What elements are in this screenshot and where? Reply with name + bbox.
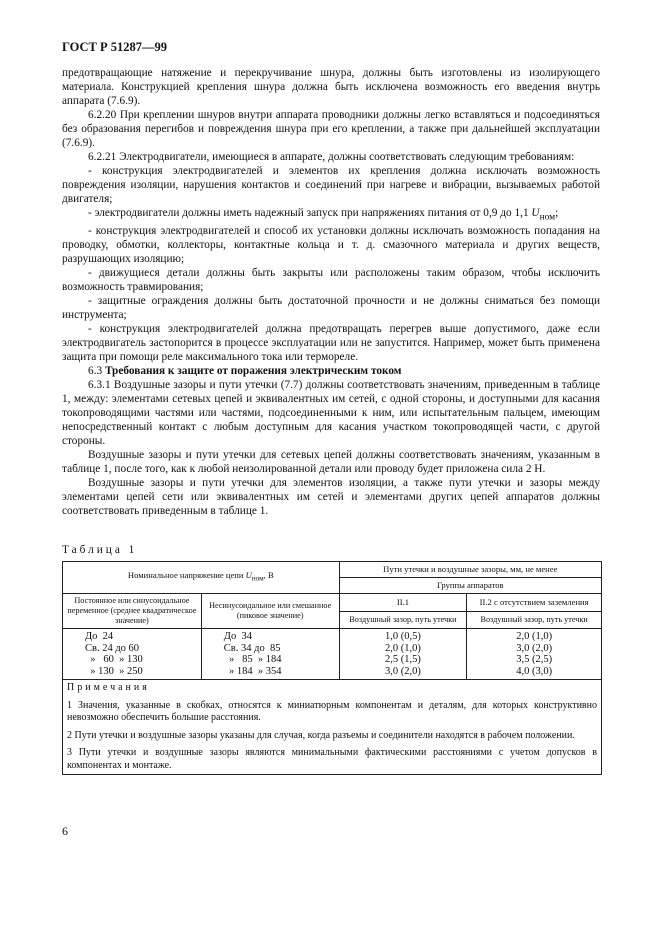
header-sub-2: Воздушный зазор, путь утечки (467, 612, 602, 629)
paragraph: 6.2.21 Электродвигатели, имеющиеся в аппарате, должны соответствовать следующим требованиям: (88, 151, 575, 163)
paragraph-text: - электродвигатели должны иметь надежный запуск при напряжениях питания от 0,9 до 1,1 (88, 207, 532, 219)
col-sinusoidal-values: До 24 Св. 24 до 60 » 60 » 130 » 130 » 250 (63, 629, 202, 680)
table-data-row (63, 629, 602, 680)
col-nonsinusoidal-values: До 34 Св. 34 до 85 » 85 » 184 » 184 » 354 (201, 629, 339, 680)
table-notes-row (63, 680, 602, 775)
col-group1-values: 1,0 (0,5) 2,0 (1,0) 2,5 (1,5) 3,0 (2,0) (339, 629, 467, 680)
notes-heading: Примечания (67, 682, 150, 693)
header-col-nonsinusoidal: Несинусоидальное или смешанное (пиковое значение) (201, 594, 339, 629)
voltage-subscript: ном (539, 212, 556, 223)
section-title: Требования к защите от поражения электрическим током (104, 365, 402, 378)
note: 1 Значения, указанные в скобках, относятся к миниатюрным компонентам и деталям, для которых конструктивно невозможно обеспечить большие расстояния. (67, 699, 597, 723)
header-groups: Группы аппаратов (339, 578, 601, 594)
note: 2 Пути утечки и воздушные зазоры указаны для случая, когда разъемы и соединители находятся в рабочем положении. (67, 729, 575, 741)
note: 3 Пути утечки и воздушные зазоры являются минимальными фактическими расстояниями с учетом допусков в компонентах и монтаже. (67, 747, 597, 771)
table-title: Таблица 1 (62, 544, 138, 556)
header-group-1: II.1 (339, 594, 467, 612)
paragraph: - конструкция электродвигателей и способ их установки должны исключать возможность попадания на проводку, обмотки, коллекторы, контактные кольца и т. д. смазочного материала и других веществ, разрушающих изоляцию; (62, 225, 600, 266)
header-sub-1: Воздушный зазор, путь утечки (339, 612, 467, 629)
standard-header: ГОСТ Р 51287—99 (62, 40, 168, 54)
header-nominal-voltage: Номинальное напряжение цепи $U_{ном}$, В (63, 562, 340, 594)
header-paths: Пути утечки и воздушные зазоры, мм, не менее (339, 562, 601, 578)
header-col-sinusoidal: Постоянное или синусоидальное переменное (среднее квадратическое значение) (63, 594, 202, 629)
paragraph: 6.2.20 При креплении шнуров внутри аппарата проводники должны легко вставляться и подсоединяться без образования перегибов и повреждения шнура при его креплении, а также при дальнейшей эксплуатации (7.6.9). (62, 109, 600, 149)
paragraph: предотвращающие натяжение и перекручивание шнура, должны быть изготовлены из изолирующего материала. Конструкцией крепления шнура должна быть исключена возможность его введения внутрь аппарата (7.6.9). (62, 67, 600, 107)
paragraph: Воздушные зазоры и пути утечки для элементов изоляции, а также пути утечки и зазоры между элементами цепей сети или эквивалентных им сетей и элементами других цепей аппаратов должны соответствовать приведенным в таблице 1. (62, 477, 600, 518)
paragraph: - конструкция электродвигателей должна предотвращать перегрев выше допустимого, даже если электродвигатель застопорится в процессе эксплуатации или не запустится. Например, может быть применена защита при помощи реле максимального тока или термореле. (62, 323, 600, 364)
page-number: 6 (62, 824, 68, 838)
body-text (62, 66, 600, 518)
section-number: 6.3 (88, 365, 103, 378)
paragraph: 6.3.1 Воздушные зазоры и пути утечки (7.7) должны соответствовать значениям, приведенным в таблице 1, между: элементами сетевых цепей и эквивалентных им сетей, с одной стороны, и доступными для касания токопроводящими частями или частями, подсоединенными к ним, или испытательным пальцем, имеющим непосредственный контакт с любым доступным для касания участком токопроводящей части, с другой стороны. (62, 379, 600, 448)
paragraph: - защитные ограждения должны быть достаточной прочности и не должны сниматься без помощи инструмента; (62, 295, 600, 322)
paragraph: - движущиеся детали должны быть закрыты или расположены таким образом, чтобы исключить возможность травмирования; (62, 267, 600, 294)
voltage-symbol: U (531, 207, 540, 219)
table-notes (63, 680, 602, 775)
paragraph-text: ; (555, 207, 559, 219)
paragraph: Воздушные зазоры и пути утечки для сетевых цепей должны соответствовать значениям, указанным в таблице 1, после того, как к любой неизолированной детали или проводу будет приложена сила 2 Н. (62, 449, 600, 476)
header-group-2: II.2 с отсутствием заземления (467, 594, 602, 612)
paragraph: - конструкция электродвигателей и элементов их крепления должна исключать возможность повреждения изоляции, нарушения контактов и соединений при нагреве и вибрации, вызываемых работой двигателя; (62, 165, 600, 205)
clearance-table (62, 561, 602, 775)
paragraph (62, 206, 600, 224)
col-group2-values: 2,0 (1,0) 3,0 (2,0) 3,5 (2,5) 4,0 (3,0) (467, 629, 602, 680)
section-heading (62, 364, 600, 378)
